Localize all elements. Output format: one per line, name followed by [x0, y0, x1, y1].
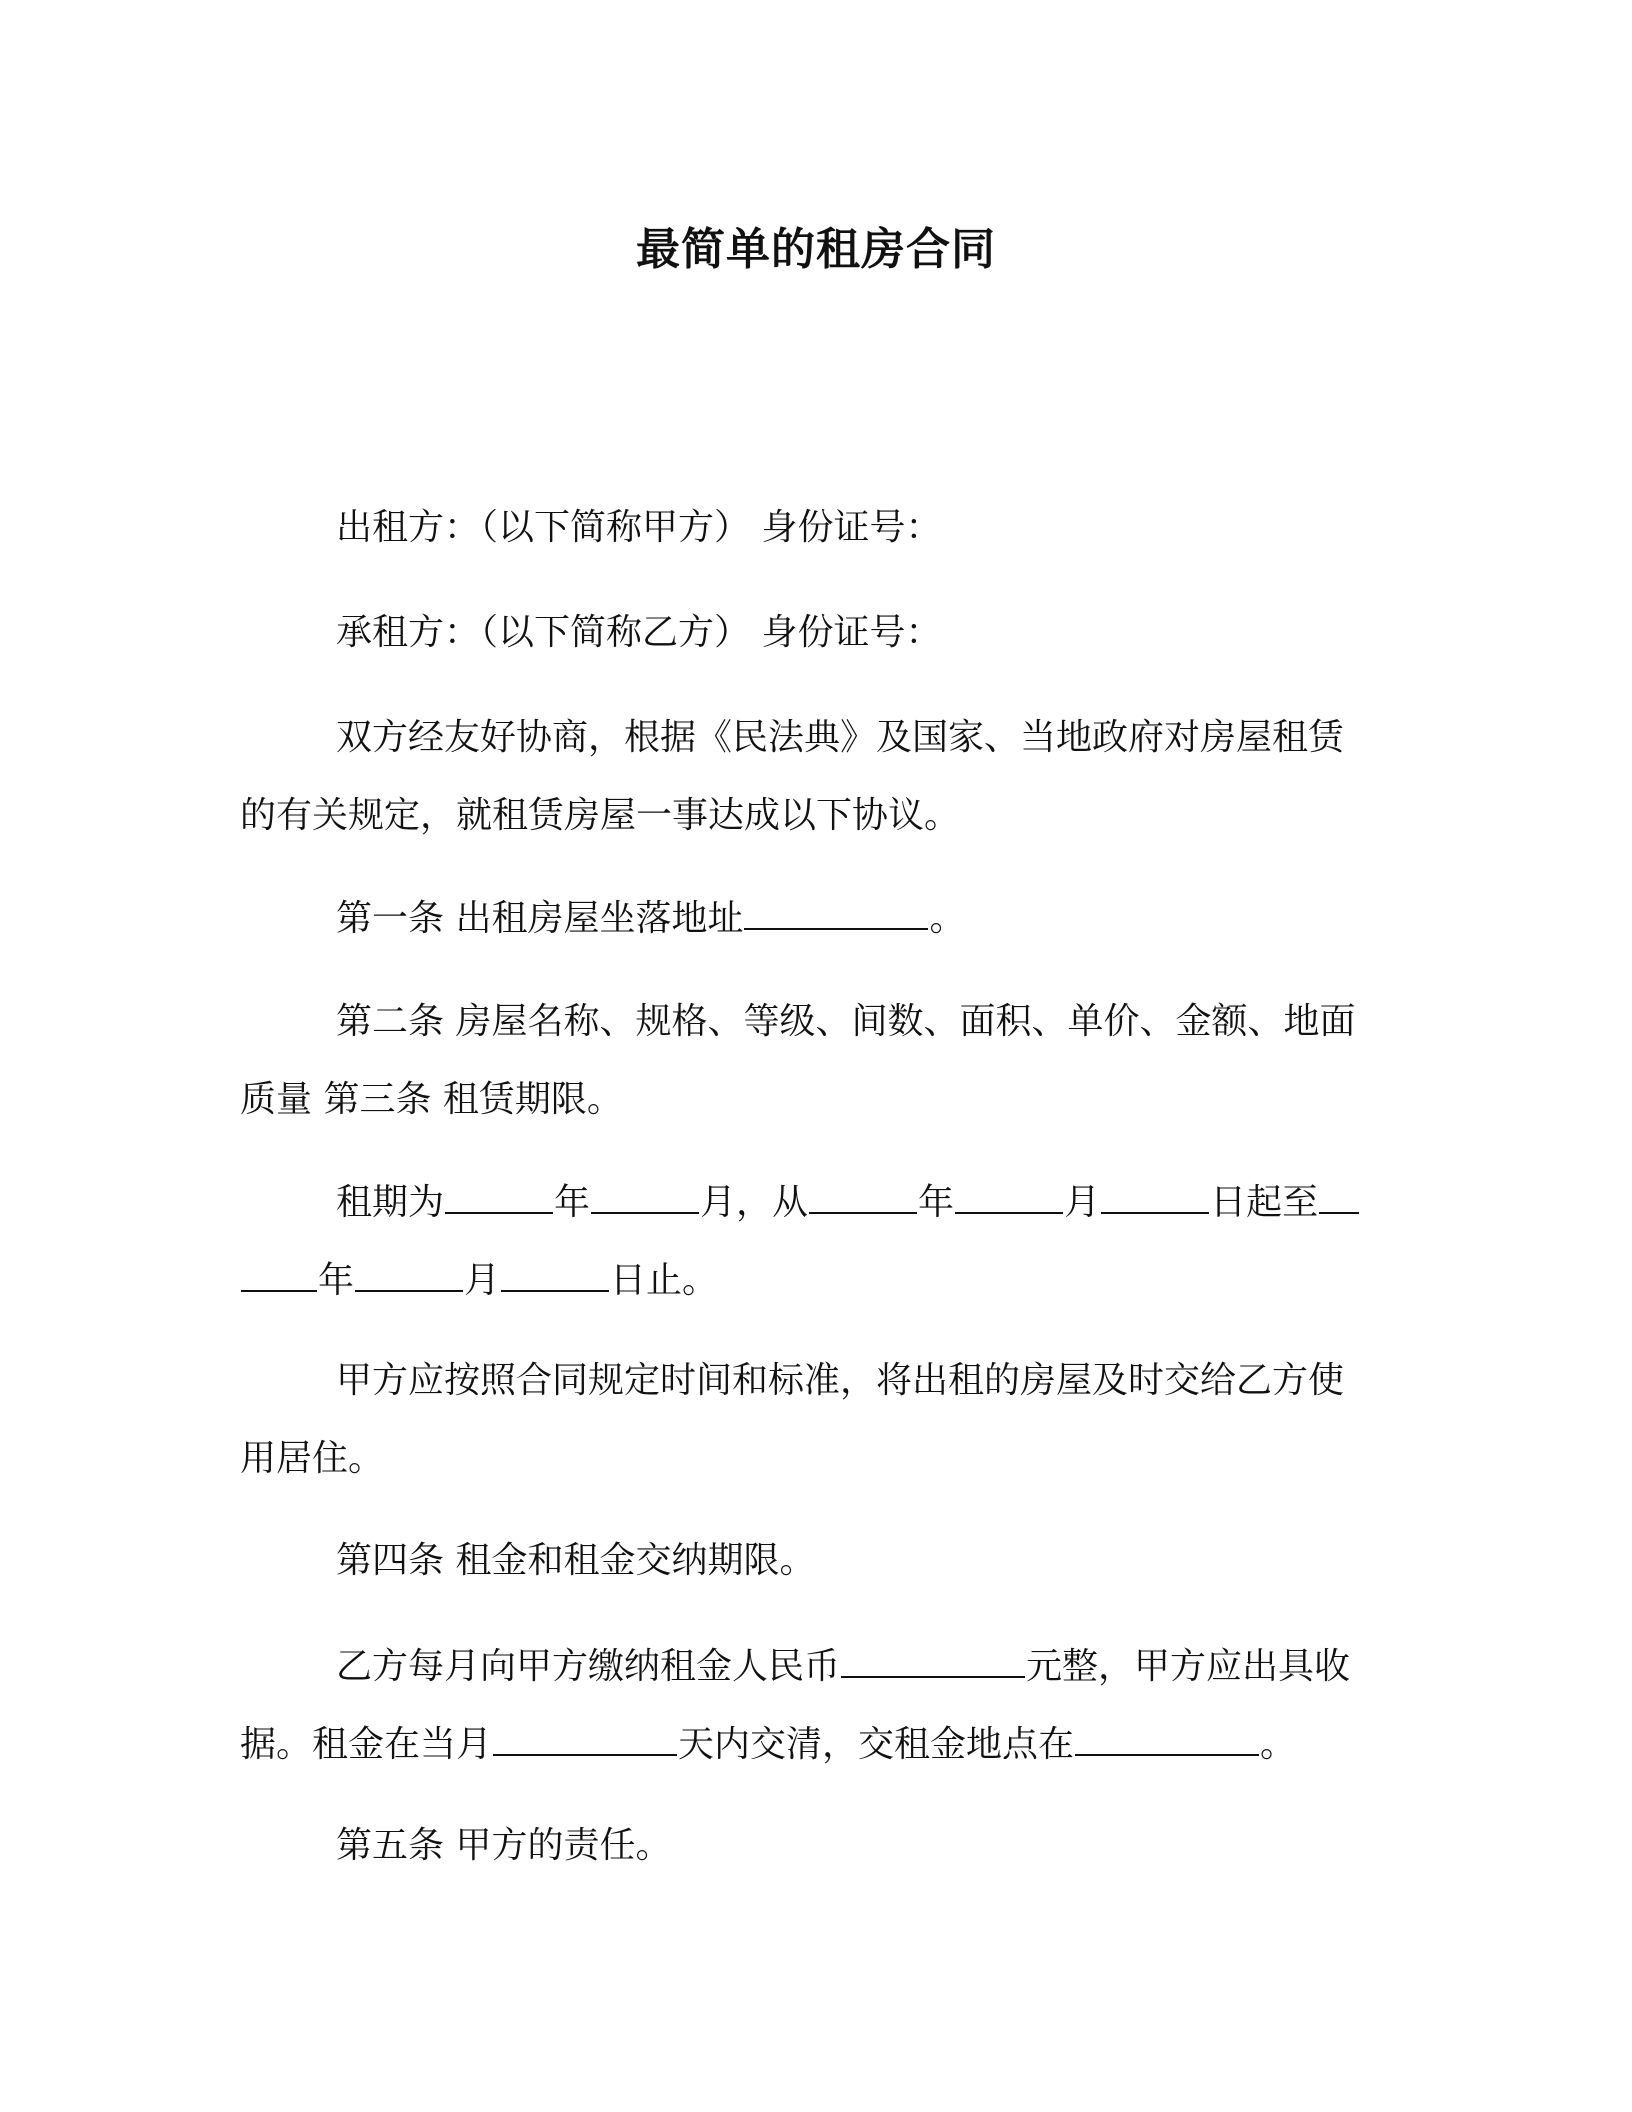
article-2-line-1: 第二条 房屋名称、规格、等级、间数、面积、单价、金额、地面	[336, 1001, 1356, 1042]
rent-text: 乙方每月向甲方缴纳租金人民币	[336, 1646, 841, 1687]
term-text: 年	[918, 1182, 955, 1223]
term-text: 年	[318, 1260, 355, 1301]
article-2	[240, 983, 1392, 1139]
blank	[955, 1178, 1063, 1214]
rent-line-1	[240, 1628, 1392, 1706]
rent-amount-blank	[841, 1642, 1025, 1678]
payment-days-blank	[493, 1720, 677, 1756]
term-text: 日止。	[610, 1260, 719, 1301]
rent-line-2	[240, 1706, 1392, 1784]
document-title: 最简单的租房合同	[636, 224, 996, 275]
term-text: 租期为	[336, 1182, 445, 1223]
article-5: 第五条 甲方的责任。	[336, 1825, 672, 1866]
blank	[241, 1256, 317, 1292]
lease-term-line-2	[240, 1242, 1392, 1320]
intro-paragraph	[240, 699, 1392, 855]
blank	[591, 1178, 699, 1214]
article-4: 第四条 租金和租金交纳期限。	[336, 1540, 816, 1581]
lease-term	[240, 1164, 1392, 1320]
blank	[1319, 1178, 1359, 1214]
article-1-text: 第一条 出租房屋坐落地址	[336, 898, 744, 939]
blank	[809, 1178, 917, 1214]
blank	[445, 1178, 553, 1214]
payment-location-blank	[1075, 1720, 1259, 1756]
term-text: 月，从	[700, 1182, 809, 1223]
blank	[1101, 1178, 1209, 1214]
delivery-line-1: 甲方应按照合同规定时间和标准，将出租的房屋及时交给乙方使	[336, 1360, 1345, 1401]
intro-line-2: 的有关规定，就租赁房屋一事达成以下协议。	[240, 795, 961, 836]
term-text: 日起至	[1210, 1182, 1319, 1223]
blank	[355, 1256, 463, 1292]
term-text: 月	[464, 1260, 501, 1301]
rent-text: 。	[1260, 1724, 1297, 1765]
lease-term-line-1	[240, 1164, 1392, 1242]
rent-text: 天内交清，交租金地点在	[678, 1724, 1075, 1765]
article-1-end: 。	[929, 898, 966, 939]
rent-text: 元整，甲方应出具收	[1026, 1646, 1351, 1687]
address-blank	[744, 894, 928, 930]
rent-paragraph	[240, 1628, 1392, 1784]
lessor-line: 出租方：（以下简称甲方） 身份证号：	[336, 507, 942, 548]
rent-text: 据。租金在当月	[240, 1724, 493, 1765]
term-text: 月	[1064, 1182, 1101, 1223]
delivery-paragraph	[240, 1342, 1392, 1498]
blank	[501, 1256, 609, 1292]
delivery-line-2: 用居住。	[240, 1438, 385, 1479]
article-2-line-2: 质量 第三条 租赁期限。	[240, 1079, 623, 1120]
article-1	[240, 880, 1392, 958]
lessee-line: 承租方：（以下简称乙方） 身份证号：	[336, 612, 942, 653]
intro-line-1: 双方经友好协商，根据《民法典》及国家、当地政府对房屋租赁	[336, 717, 1345, 758]
term-text: 年	[554, 1182, 591, 1223]
